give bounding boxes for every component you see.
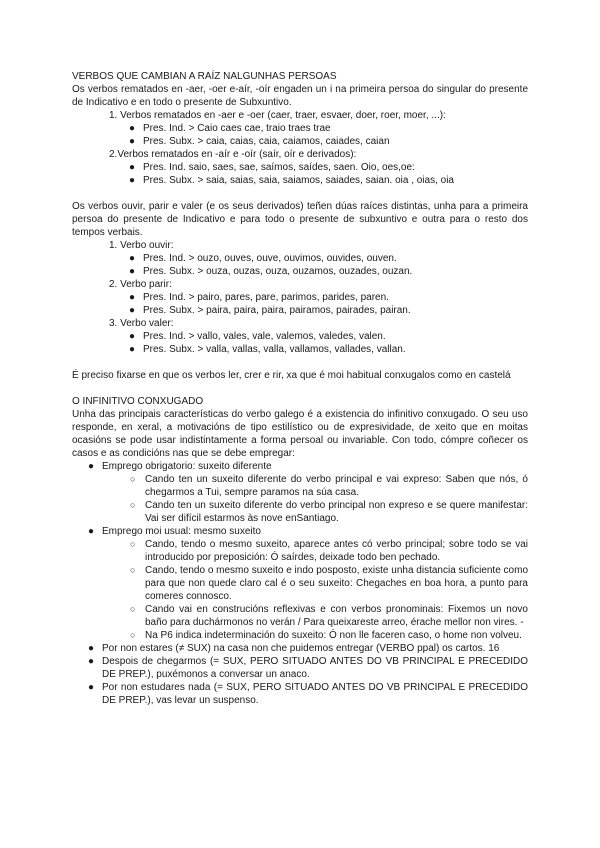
bullet-icon: ● bbox=[129, 292, 136, 303]
circle-bullet-icon: ○ bbox=[130, 539, 136, 549]
list-item bbox=[72, 252, 528, 265]
list-item bbox=[72, 642, 528, 655]
list-item bbox=[72, 135, 528, 148]
list-item-text: Pres. Subx. > valla, vallas, valla, vallamos, vallades, vallan. bbox=[143, 344, 406, 355]
bullet-icon: ● bbox=[88, 461, 95, 472]
paragraph: Os verbos rematados en -aer, -oer e-aír, -oír engaden un i na primeira persoa do singular do presente de Indicativo e en todo o presente de Subxuntivo. bbox=[72, 84, 528, 108]
list-item bbox=[72, 460, 528, 473]
list-item-text: Por non estudares nada (= SUX, PERO SITUADO ANTES DO VB PRINCIPAL E PRECEDIDO DE PREP.), vas levar un suspenso. bbox=[102, 682, 528, 706]
list-item bbox=[72, 161, 528, 174]
bullet-icon: ● bbox=[88, 643, 95, 654]
list-item bbox=[72, 681, 528, 707]
bullet-icon: ● bbox=[129, 123, 136, 134]
bullet-icon: ● bbox=[129, 136, 136, 147]
section-title: VERBOS QUE CAMBIAN A RAÍZ NALGUNHAS PERSOAS bbox=[72, 71, 337, 82]
list-item-text: Pres. Subx. > saia, saias, saia, saiamos, saiades, saian. oia , oias, oia bbox=[143, 175, 454, 186]
list-item-text: Despois de chegarmos (= SUX, PERO SITUADO ANTES DO VB PRINCIPAL E PRECEDIDO DE PREP.), puxémonos a conversar un anaco. bbox=[102, 656, 528, 680]
list-item-text: Cando ten un suxeito diferente do verbo principal non expreso e se quere manifestar: Vai ser difícil estarmos às nove enSantiago. bbox=[145, 500, 528, 524]
list-item-text: Pres. Subx. > caia, caias, caia, caiamos, caiades, caian bbox=[143, 136, 390, 147]
sub-list-item bbox=[72, 564, 528, 603]
bullet-icon: ● bbox=[88, 682, 95, 693]
list-item-text: Pres. Ind. > ouzo, ouves, ouve, ouvimos, ouvides, ouven. bbox=[143, 253, 397, 264]
bullet-icon: ● bbox=[129, 175, 136, 186]
list-item-text: Pres. Ind. saio, saes, sae, saímos, saídes, saen. Oio, oes,oe: bbox=[143, 162, 415, 173]
list-item bbox=[72, 122, 528, 135]
sub-list-item bbox=[72, 499, 528, 525]
list-heading: 2. Verbo parir: bbox=[109, 279, 172, 290]
list-item-text: Pres. Subx. > paira, paira, paira, pairamos, pairades, pairan. bbox=[143, 305, 411, 316]
circle-bullet-icon: ○ bbox=[130, 630, 136, 640]
document-page bbox=[72, 70, 528, 707]
list-item-text: Emprego moi usual: mesmo suxeito bbox=[102, 526, 261, 537]
list-item bbox=[72, 304, 528, 317]
paragraph: Unha das principais características do verbo galego é a existencia do infinitivo conxugado. O seu uso responde, en xeral, a motivacións de tipo estilístico ou de expresividade, de xeito que en moitas ocasións se pode usar indistintamente a forma persoal ou invariable. Con todo, cómpre coñecer os casos e as condicións nas que se debe empregar: bbox=[72, 409, 528, 459]
section-title: O INFINITIVO CONXUGADO bbox=[72, 396, 204, 407]
bullet-icon: ● bbox=[129, 344, 136, 355]
list-heading: 2.Verbos rematados en -aír e -oír (saír, oír e derivados): bbox=[109, 149, 357, 160]
circle-bullet-icon: ○ bbox=[130, 500, 136, 510]
circle-bullet-icon: ○ bbox=[130, 474, 136, 484]
bullet-icon: ● bbox=[129, 305, 136, 316]
list-item-text: Cando, tendo o mesmo suxeito, aparece antes có verbo principal; sobre todo se vai introducido por preposición: Ó saírdes, deixade todo ben pechado. bbox=[145, 539, 528, 563]
list-item-text: Pres. Subx. > ouza, ouzas, ouza, ouzamos, ouzades, ouzan. bbox=[143, 266, 413, 277]
bullet-icon: ● bbox=[129, 162, 136, 173]
list-item-text: Emprego obrigatorio: suxeito diferente bbox=[102, 461, 272, 472]
list-item-text: Pres. Ind. > pairo, pares, pare, parimos, parides, paren. bbox=[143, 292, 389, 303]
list-heading: 3. Verbo valer: bbox=[109, 318, 174, 329]
sub-list-item bbox=[72, 473, 528, 499]
list-item bbox=[72, 330, 528, 343]
list-item-text: Cando ten un suxeito diferente do verbo principal e vai expreso: Saben que nós, ó chegarmos a Tui, sempre paramos na súa casa. bbox=[145, 474, 528, 498]
circle-bullet-icon: ○ bbox=[130, 565, 136, 575]
list-item bbox=[72, 343, 528, 356]
bullet-icon: ● bbox=[88, 526, 95, 537]
list-item-text: Na P6 indica indeterminación do suxeito: Ó non lle faceren caso, o home non volveu. bbox=[145, 630, 522, 641]
bullet-icon: ● bbox=[129, 253, 136, 264]
bullet-icon: ● bbox=[129, 331, 136, 342]
sub-list-item bbox=[72, 629, 528, 642]
list-item-text: Cando vai en construcións reflexivas e con verbos pronominais: Fixemos un novo baño para duchármonos no verán / Para queixareste arreo, érache mellor non vires. - bbox=[145, 604, 528, 628]
list-item bbox=[72, 265, 528, 278]
list-heading: 1. Verbo ouvir: bbox=[109, 240, 174, 251]
list-item bbox=[72, 525, 528, 538]
bullet-icon: ● bbox=[129, 266, 136, 277]
paragraph: Os verbos ouvir, parir e valer (e os seus derivados) teñen dúas raíces distintas, unha para a primeira persoa do presente de Indicativo e para todo o presente de subxuntivo e outra para o resto dos tempos verbais. bbox=[72, 201, 528, 238]
list-heading: 1. Verbos rematados en -aer e -oer (caer, traer, esvaer, doer, roer, moer, ...): bbox=[109, 110, 446, 121]
list-item-text: Pres. Ind. > vallo, vales, vale, valemos, valedes, valen. bbox=[143, 331, 386, 342]
sub-list-item bbox=[72, 538, 528, 564]
list-item-text: Cando, tendo o mesmo suxeito e indo posposto, existe unha distancia suficiente como para que non quede claro cal é o seu suxeito: Chegaches en boa hora, a punto para comeres connosco. bbox=[145, 565, 529, 602]
list-item bbox=[72, 174, 528, 187]
list-item bbox=[72, 291, 528, 304]
list-item bbox=[72, 655, 528, 681]
circle-bullet-icon: ○ bbox=[130, 604, 136, 614]
list-item-text: Pres. Ind. > Caio caes cae, traio traes trae bbox=[143, 123, 331, 134]
list-item-text: Por non estares (≠ SUX) na casa non che puidemos entregar (VERBO ppal) os cartos. 16 bbox=[102, 643, 500, 654]
note: É preciso fixarse en que os verbos ler, crer e rir, xa que é moi habitual conxugalos como en castelá bbox=[72, 370, 511, 381]
sub-list-item bbox=[72, 603, 528, 629]
bullet-icon: ● bbox=[88, 656, 95, 667]
